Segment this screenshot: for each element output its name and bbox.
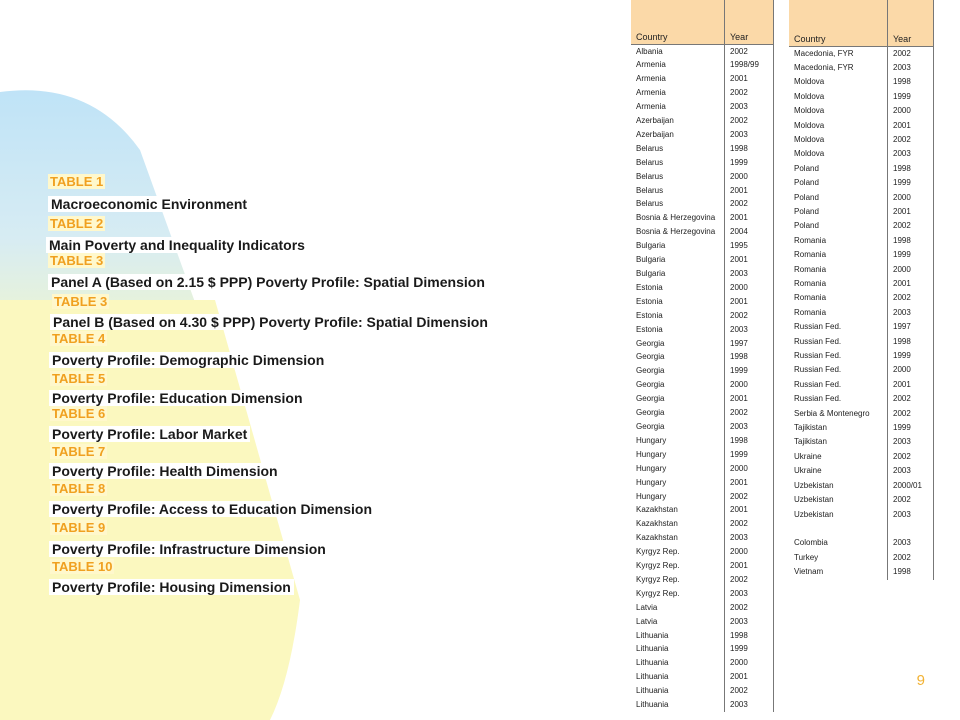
cell-year: 2001 [725,184,774,198]
cell-country: Romania [789,277,888,291]
cell-country: Bulgaria [631,239,725,253]
cell-year: 2001 [725,295,774,309]
cell-year: 1999 [888,349,934,363]
table-row [631,462,774,476]
cell-year: 2002 [888,46,934,61]
table-row [789,219,934,233]
table-row [631,545,774,559]
table-header-row [789,0,934,46]
table-row [631,128,774,142]
cell-year: 2000 [888,104,934,118]
cell-year: 2001 [888,205,934,219]
table-row [789,349,934,363]
table-row [789,133,934,147]
cell-year: 2001 [888,119,934,133]
table-row [631,72,774,86]
cell-year: 2002 [725,197,774,211]
toc-tab-5: TABLE 5 [52,371,106,386]
cell-country: Hungary [631,434,725,448]
column-header-country: Country [631,0,725,44]
cell-country: Armenia [631,58,725,72]
cell-year: 2000 [888,263,934,277]
table-row [631,239,774,253]
cell-country: Belarus [631,142,725,156]
cell-country: Georgia [631,364,725,378]
cell-year: 2000 [725,545,774,559]
table-row [631,253,774,267]
table-row [631,58,774,72]
cell-country: Estonia [631,309,725,323]
cell-country: Tajikistan [789,435,888,449]
cell-country: Poland [789,205,888,219]
cell-year: 2000 [725,170,774,184]
cell-country: Georgia [631,337,725,351]
cell-year: 2001 [725,211,774,225]
table-row [631,406,774,420]
table-row [789,277,934,291]
table-row [631,156,774,170]
cell-country: Moldova [789,147,888,161]
cell-country: Belarus [631,184,725,198]
cell-year: 2000/01 [888,479,934,493]
cell-country: Romania [789,291,888,305]
toc-tab-7: TABLE 7 [52,444,106,459]
cell-country: Georgia [631,350,725,364]
cell-country: Bosnia & Herzegovina [631,225,725,239]
table-row [631,295,774,309]
table-row [631,184,774,198]
cell-country: Lithuania [631,642,725,656]
table-row [631,197,774,211]
cell-year: 2001 [725,503,774,517]
cell-country: Russian Fed. [789,320,888,334]
cell-year: 1998 [888,335,934,349]
slide-number: 9 [916,672,925,689]
table-row [789,104,934,118]
table-row [631,531,774,545]
table-row [789,450,934,464]
toc-tab-2: TABLE 2 [50,216,104,231]
cell-year: 2002 [725,114,774,128]
cell-country: Estonia [631,281,725,295]
cell-year: 1998/99 [725,58,774,72]
table-row [631,503,774,517]
table-row [631,225,774,239]
cell-year: 2002 [725,490,774,504]
table-row [631,601,774,615]
table-row [789,234,934,248]
cell-country: Poland [789,162,888,176]
cell-country: Armenia [631,72,725,86]
cell-country: Hungary [631,448,725,462]
table-row [631,656,774,670]
cell-country: Poland [789,176,888,190]
cell-country: Kazakhstan [631,517,725,531]
cell-year: 2002 [888,133,934,147]
cell-year: 2003 [725,128,774,142]
cell-year: 1999 [888,176,934,190]
cell-country: Moldova [789,104,888,118]
cell-country: Russian Fed. [789,392,888,406]
cell-year: 1998 [888,162,934,176]
toc-tab-4: TABLE 4 [52,331,106,346]
toc-title-5: Poverty Profile: Education Dimension [49,390,306,406]
toc-title-10: Poverty Profile: Housing Dimension [49,579,294,595]
cell-country: Belarus [631,170,725,184]
table-row [631,434,774,448]
cell-year: 1997 [888,320,934,334]
cell-year: 2002 [888,291,934,305]
toc-tab-3b: TABLE 3 [54,294,108,309]
cell-year: 2003 [725,531,774,545]
table-row [789,90,934,104]
table-row [631,114,774,128]
cell-country: Russian Fed. [789,349,888,363]
table-row [789,479,934,493]
cell-country: Bosnia & Herzegovina [631,211,725,225]
cell-year: 1998 [888,565,934,579]
toc-tab-8: TABLE 8 [52,481,106,496]
cell-country: Tajikistan [789,421,888,435]
cell-year: 2003 [888,464,934,478]
cell-year: 2003 [888,306,934,320]
table-row [631,559,774,573]
cell-country: Hungary [631,462,725,476]
toc-title-9: Poverty Profile: Infrastructure Dimension [49,541,329,557]
table-row [631,378,774,392]
cell-country: Georgia [631,378,725,392]
table-row [631,267,774,281]
cell-country: Lithuania [631,656,725,670]
cell-country: Russian Fed. [789,363,888,377]
table-row [789,493,934,507]
cell-year: 2003 [725,587,774,601]
cell-country: Bulgaria [631,253,725,267]
cell-year: 2003 [888,147,934,161]
table-row [631,587,774,601]
cell-country: Moldova [789,75,888,89]
cell-year: 2001 [725,476,774,490]
table-row [631,211,774,225]
table-row [631,629,774,643]
cell-year: 2002 [725,573,774,587]
toc-tab-10: TABLE 10 [52,559,113,574]
cell-country: Romania [789,234,888,248]
column-header-year: Year [888,0,934,46]
cell-year: 2003 [888,435,934,449]
cell-country: Armenia [631,86,725,100]
toc-title-7: Poverty Profile: Health Dimension [49,463,281,479]
cell-year: 2003 [725,615,774,629]
toc-title-8: Poverty Profile: Access to Education Dimension [49,501,375,517]
cell-year: 1997 [725,337,774,351]
cell-country: Azerbaijan [631,128,725,142]
cell-year: 2000 [725,462,774,476]
cell-year: 2002 [725,517,774,531]
cell-country: Kazakhstan [631,531,725,545]
cell-year: 1998 [725,629,774,643]
cell-country: Kyrgyz Rep. [631,573,725,587]
cell-country: Kyrgyz Rep. [631,545,725,559]
table-row [789,335,934,349]
cell-year: 1999 [725,448,774,462]
column-header-country: Country [789,0,888,46]
cell-country: Russian Fed. [789,335,888,349]
cell-year: 1995 [725,239,774,253]
cell-country: Lithuania [631,684,725,698]
cell-country: Romania [789,306,888,320]
cell-year: 2002 [888,450,934,464]
table-row [789,263,934,277]
table-row [631,448,774,462]
table-row [789,407,934,421]
table-row [789,522,934,536]
cell-year: 1998 [888,75,934,89]
table-row [631,364,774,378]
table-row [789,565,934,579]
cell-year: 2002 [725,406,774,420]
cell-year: 2002 [888,551,934,565]
table-row [789,119,934,133]
table-row [631,420,774,434]
cell-country: Kazakhstan [631,503,725,517]
cell-year: 1999 [888,248,934,262]
table-row [789,46,934,61]
cell-country: Serbia & Montenegro [789,407,888,421]
cell-year [888,522,934,536]
cell-country: Vietnam [789,565,888,579]
table-row [631,350,774,364]
table-row [631,337,774,351]
cell-country: Latvia [631,615,725,629]
cell-country: Georgia [631,420,725,434]
cell-year: 2003 [725,100,774,114]
cell-year: 2002 [725,44,774,58]
cell-year: 2002 [725,684,774,698]
toc-tab-6: TABLE 6 [52,406,106,421]
cell-country: Armenia [631,100,725,114]
country-year-table-left [631,0,774,712]
cell-year: 2002 [888,407,934,421]
toc-title-3b: Panel B (Based on 4.30 $ PPP) Poverty Profile: Spatial Dimension [50,314,491,330]
cell-country: Latvia [631,601,725,615]
cell-year: 2002 [725,86,774,100]
cell-year: 2003 [725,698,774,712]
cell-year: 2001 [725,559,774,573]
cell-year: 1998 [888,234,934,248]
cell-year: 2000 [888,363,934,377]
cell-year: 2004 [725,225,774,239]
cell-year: 1999 [725,642,774,656]
column-header-year: Year [725,0,774,44]
cell-country: Albania [631,44,725,58]
cell-country: Poland [789,191,888,205]
cell-year: 1998 [725,142,774,156]
cell-country: Poland [789,219,888,233]
cell-country: Georgia [631,406,725,420]
table-header-row [631,0,774,44]
toc-tab-3: TABLE 3 [50,253,104,268]
table-body [789,46,934,580]
table-row [789,191,934,205]
table-row [631,490,774,504]
table-row [789,363,934,377]
table-row [631,309,774,323]
table-row [789,248,934,262]
cell-year: 2001 [725,72,774,86]
cell-country: Romania [789,248,888,262]
cell-country: Belarus [631,156,725,170]
table-row [631,86,774,100]
table-row [789,392,934,406]
table-row [789,378,934,392]
cell-country: Bulgaria [631,267,725,281]
cell-country: Moldova [789,119,888,133]
cell-year: 2002 [888,392,934,406]
cell-year: 2000 [888,191,934,205]
toc-title-3: Panel A (Based on 2.15 $ PPP) Poverty Profile: Spatial Dimension [48,274,488,290]
cell-country: Uzbekistan [789,493,888,507]
cell-country: Lithuania [631,629,725,643]
table-row [631,142,774,156]
table-row [789,61,934,75]
cell-country: Macedonia, FYR [789,46,888,61]
cell-year: 2001 [888,378,934,392]
table-row [631,573,774,587]
table-row [631,684,774,698]
table-row [631,642,774,656]
cell-year: 2000 [725,281,774,295]
table-row [789,291,934,305]
table-row [789,536,934,550]
cell-year: 2003 [888,536,934,550]
cell-country: Uzbekistan [789,479,888,493]
toc-title-1: Macroeconomic Environment [48,196,250,212]
table-row [789,75,934,89]
cell-year: 1999 [725,364,774,378]
cell-year: 2002 [725,601,774,615]
cell-year: 2002 [888,493,934,507]
table-row [631,100,774,114]
table-row [631,44,774,58]
cell-country: Macedonia, FYR [789,61,888,75]
toc-title-2: Main Poverty and Inequality Indicators [46,237,308,253]
cell-year: 1998 [725,434,774,448]
cell-country: Moldova [789,90,888,104]
cell-country: Estonia [631,323,725,337]
table-row [789,306,934,320]
cell-year: 2001 [888,277,934,291]
table-row [789,435,934,449]
toc-title-4: Poverty Profile: Demographic Dimension [49,352,327,368]
table-row [631,281,774,295]
cell-country: Hungary [631,490,725,504]
cell-country: Colombia [789,536,888,550]
cell-year: 2002 [725,309,774,323]
table-row [631,170,774,184]
cell-country: Georgia [631,392,725,406]
table-row [789,421,934,435]
table-row [631,670,774,684]
table-row [789,320,934,334]
cell-country: Ukraine [789,464,888,478]
cell-year: 2001 [725,253,774,267]
cell-year: 1999 [888,90,934,104]
table-row [789,176,934,190]
table-row [631,698,774,712]
table-row [631,476,774,490]
country-year-table-right [789,0,934,580]
cell-country: Belarus [631,197,725,211]
toc-tab-9: TABLE 9 [52,520,106,535]
table-row [631,323,774,337]
table-row [789,205,934,219]
cell-year: 2003 [725,323,774,337]
cell-country: Hungary [631,476,725,490]
cell-year: 2001 [725,392,774,406]
cell-year: 1999 [888,421,934,435]
cell-year: 2003 [725,420,774,434]
table-row [631,615,774,629]
toc-title-6: Poverty Profile: Labor Market [49,426,250,442]
cell-year: 2000 [725,378,774,392]
toc-tab-1: TABLE 1 [50,174,104,189]
table-row [789,147,934,161]
cell-country: Turkey [789,551,888,565]
cell-country: Romania [789,263,888,277]
cell-country: Uzbekistan [789,508,888,522]
cell-country: Lithuania [631,698,725,712]
cell-year: 1998 [725,350,774,364]
cell-year: 2003 [888,508,934,522]
table-of-contents [46,168,486,598]
cell-year: 2001 [725,670,774,684]
table-row [789,464,934,478]
table-row [789,551,934,565]
cell-year: 2003 [725,267,774,281]
cell-country: Moldova [789,133,888,147]
table-row [631,517,774,531]
cell-country: Ukraine [789,450,888,464]
cell-country: Estonia [631,295,725,309]
cell-country: Kyrgyz Rep. [631,559,725,573]
table-body [631,44,774,712]
cell-year: 2003 [888,61,934,75]
cell-country: Russian Fed. [789,378,888,392]
cell-year: 2002 [888,219,934,233]
table-row [789,508,934,522]
table-row [631,392,774,406]
cell-country: Azerbaijan [631,114,725,128]
table-row [789,162,934,176]
cell-country [789,522,888,536]
cell-country: Lithuania [631,670,725,684]
cell-country: Kyrgyz Rep. [631,587,725,601]
cell-year: 1999 [725,156,774,170]
cell-year: 2000 [725,656,774,670]
